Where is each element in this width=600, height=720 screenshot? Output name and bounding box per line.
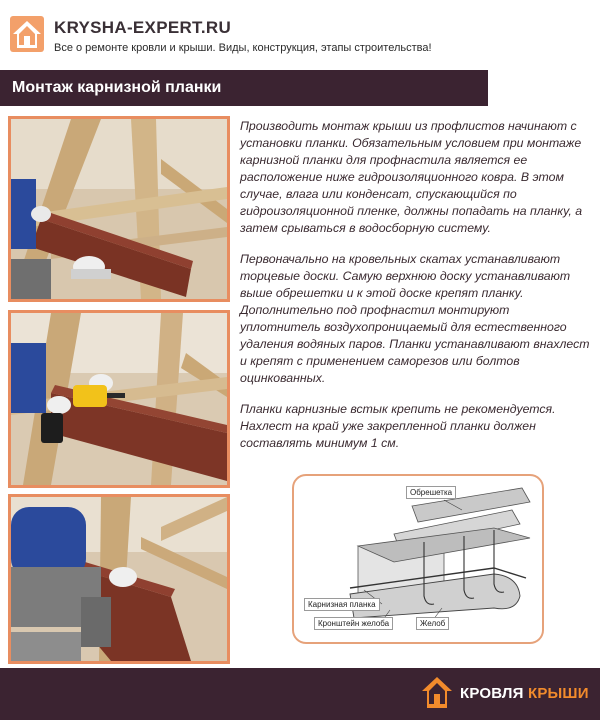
footer: [0, 668, 600, 720]
footer-brand-part2: КРЫШИ: [527, 685, 589, 702]
paragraph-3: Планки карнизные встык крепить не рекомендуется. Нахлест на край уже закрепленной планки должен составлять минимум 1 см.: [240, 402, 556, 450]
footer-brand-part1: КРОВЛЯ: [460, 685, 524, 702]
label-eave-strip: Карнизная планка: [304, 598, 380, 611]
photo-fixing-board: [8, 494, 230, 664]
photo-drilling-eave-strip: [8, 310, 230, 488]
photo-installing-fascia-board: [8, 116, 230, 302]
house-logo-icon[interactable]: [8, 14, 46, 54]
paragraph-1: Производить монтаж крыши из профлистов начинают с установки планки. Обязательным условием при монтаже карнизной планки для профнастила является ее расположение ниже гидроизоляционного ковра. В этом случае, влага или конденсат, спускающийся по гидроизоляционной пленке, должны попадать на планку, а затем срываться в водосборную систему.: [240, 119, 583, 235]
site-header: [0, 0, 600, 68]
eave-strip-diagram: [292, 474, 544, 644]
label-gutter-bracket: Кронштейн желоба: [314, 617, 393, 630]
site-name[interactable]: KRYSHA-EXPERT.RU: [54, 18, 232, 37]
page-title: Монтаж карнизной планки: [12, 79, 222, 96]
label-gutter: Желоб: [416, 617, 449, 630]
house-logo-icon[interactable]: [420, 674, 454, 712]
paragraph-2: Первоначально на кровельных скатах устанавливают торцевые доски. Самую верхнюю доску устанавливают выше обрешетки и к этой доске крепят планку. Дополнительно под профнастил монтируют уплотнитель воздухопроницаемый для естественного удаления водяных паров. Планки устанавливают внахлест и крепят с применением саморезов или болтов оцинкованных.: [240, 252, 590, 385]
footer-brand[interactable]: [460, 685, 589, 702]
title-bar: [0, 70, 488, 106]
article-body: [240, 118, 592, 466]
label-batten: Обрешетка: [406, 486, 456, 499]
site-tagline: Все о ремонте кровли и крыши. Виды, конструкция, этапы строительства!: [54, 42, 432, 54]
